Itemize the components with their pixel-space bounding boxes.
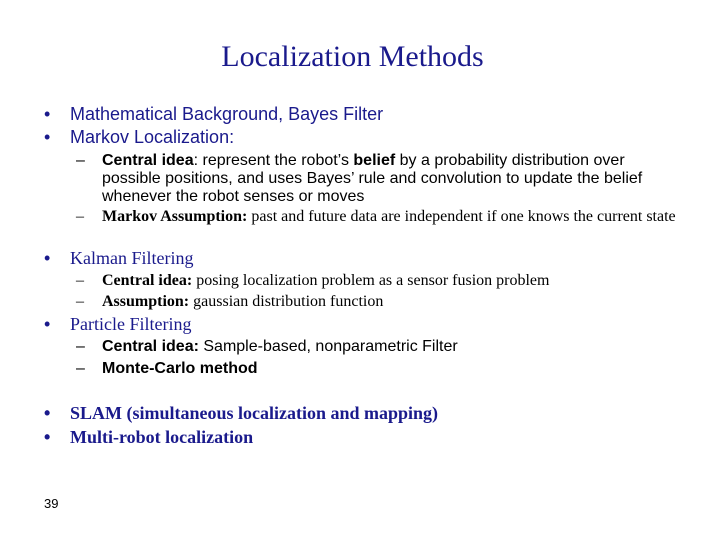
subitem-lead: Central idea (102, 152, 194, 169)
dash-icon: – (76, 208, 84, 225)
subitem-part: gaussian distribution function (189, 293, 384, 310)
subitem-lead: Central idea: (102, 272, 193, 289)
subitem-bold: belief (353, 152, 396, 169)
slide-title: Localization Methods (221, 40, 484, 73)
subitem-lead: Markov Assumption: (102, 208, 248, 225)
dash-icon: – (76, 360, 85, 377)
bullet-dot-icon: • (44, 403, 51, 423)
bullet-text: Mathematical Background, Bayes Filter (70, 104, 384, 124)
bullet-dot-icon: • (44, 127, 51, 147)
subitem-text (102, 360, 687, 378)
subitem-text (102, 338, 687, 356)
bullet-text: Particle Filtering (70, 314, 192, 334)
subitem-text (102, 152, 687, 206)
subitem-text (102, 272, 687, 290)
subitem-text (102, 208, 687, 226)
subitem-text (102, 293, 687, 311)
dash-icon: – (76, 152, 85, 169)
subitem-part: past and future data are independent if one knows the current state (247, 208, 676, 225)
dash-icon: – (76, 293, 84, 310)
subitem-lead: Assumption: (102, 293, 190, 310)
subitem-part: by a probability distribution over possible positions, and uses Bayes’ rule and convolution to update the belief whenever the robot senses or moves (102, 152, 643, 205)
bullet-dot-icon: • (44, 427, 51, 447)
subitem-lead: Monte-Carlo method (102, 360, 258, 377)
dash-icon: – (76, 272, 84, 289)
dash-icon: – (76, 338, 85, 355)
bullet-text: Markov Localization: (70, 127, 235, 147)
subitem-part: Sample-based, nonparametric Filter (198, 338, 458, 355)
page-number: 39 (44, 496, 59, 511)
bullet-text: Kalman Filtering (70, 248, 194, 268)
bullet-dot-icon: • (44, 248, 51, 268)
subitem-part: posing localization problem as a sensor fusion problem (192, 272, 550, 289)
bullet-text: SLAM (simultaneous localization and mapping) (70, 403, 439, 423)
subitem-lead: Central idea: (102, 338, 199, 355)
bullet-dot-icon: • (44, 314, 51, 334)
subitem-part: : represent the robot’s (193, 152, 354, 169)
bullet-dot-icon: • (44, 104, 51, 124)
bullet-text: Multi-robot localization (70, 427, 254, 447)
